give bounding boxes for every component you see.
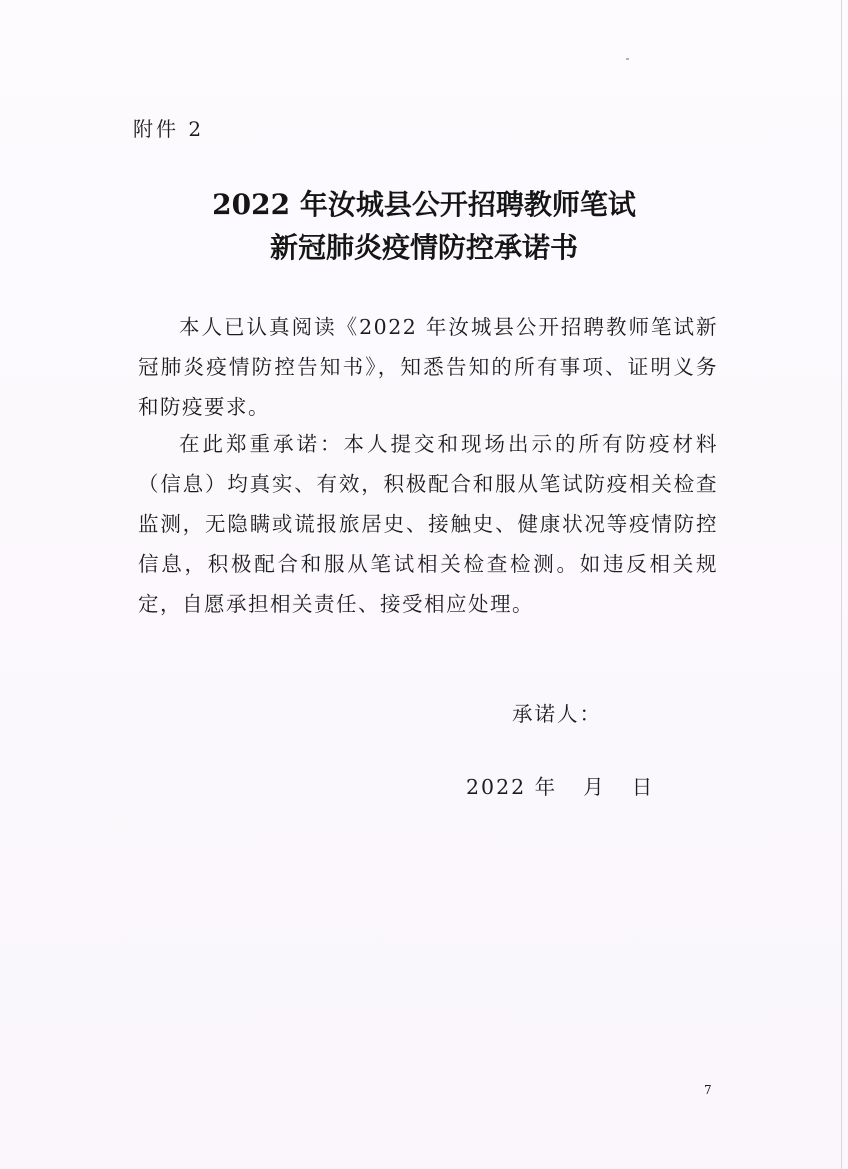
document-title-line-2: 新冠肺炎疫情防控承诺书 xyxy=(269,231,578,264)
date-month: 月 xyxy=(583,775,606,799)
date-year: 2022 年 xyxy=(466,775,558,799)
scan-speck xyxy=(626,58,629,60)
attachment-label: 附件 2 xyxy=(133,117,205,141)
signer-label: 承诺人： xyxy=(512,702,602,726)
signature-date xyxy=(466,770,654,800)
document-title-line-1: 2022 年汝城县公开招聘教师笔试 xyxy=(212,188,636,221)
date-day: 日 xyxy=(631,775,655,799)
page-number: 7 xyxy=(704,1083,712,1097)
page-edge-line xyxy=(841,0,842,1169)
paragraph-pledge: 在此郑重承诺：本人提交和现场出示的所有防疫材料（信息）均真实、有效，积极配合和服从笔试防疫相关检查监测，无隐瞒或谎报旅居史、接触史、健康状况等疫情防控信息，积极配合和服从笔试相关检查检测。如违反相关规定，自愿承担相关责任、接受相应处理。 xyxy=(138,432,718,616)
paragraph-acknowledgement: 本人已认真阅读《2022 年汝城县公开招聘教师笔试新冠肺炎疫情防控告知书》，知悉告知的所有事项、证明义务和防疫要求。 xyxy=(138,315,718,419)
